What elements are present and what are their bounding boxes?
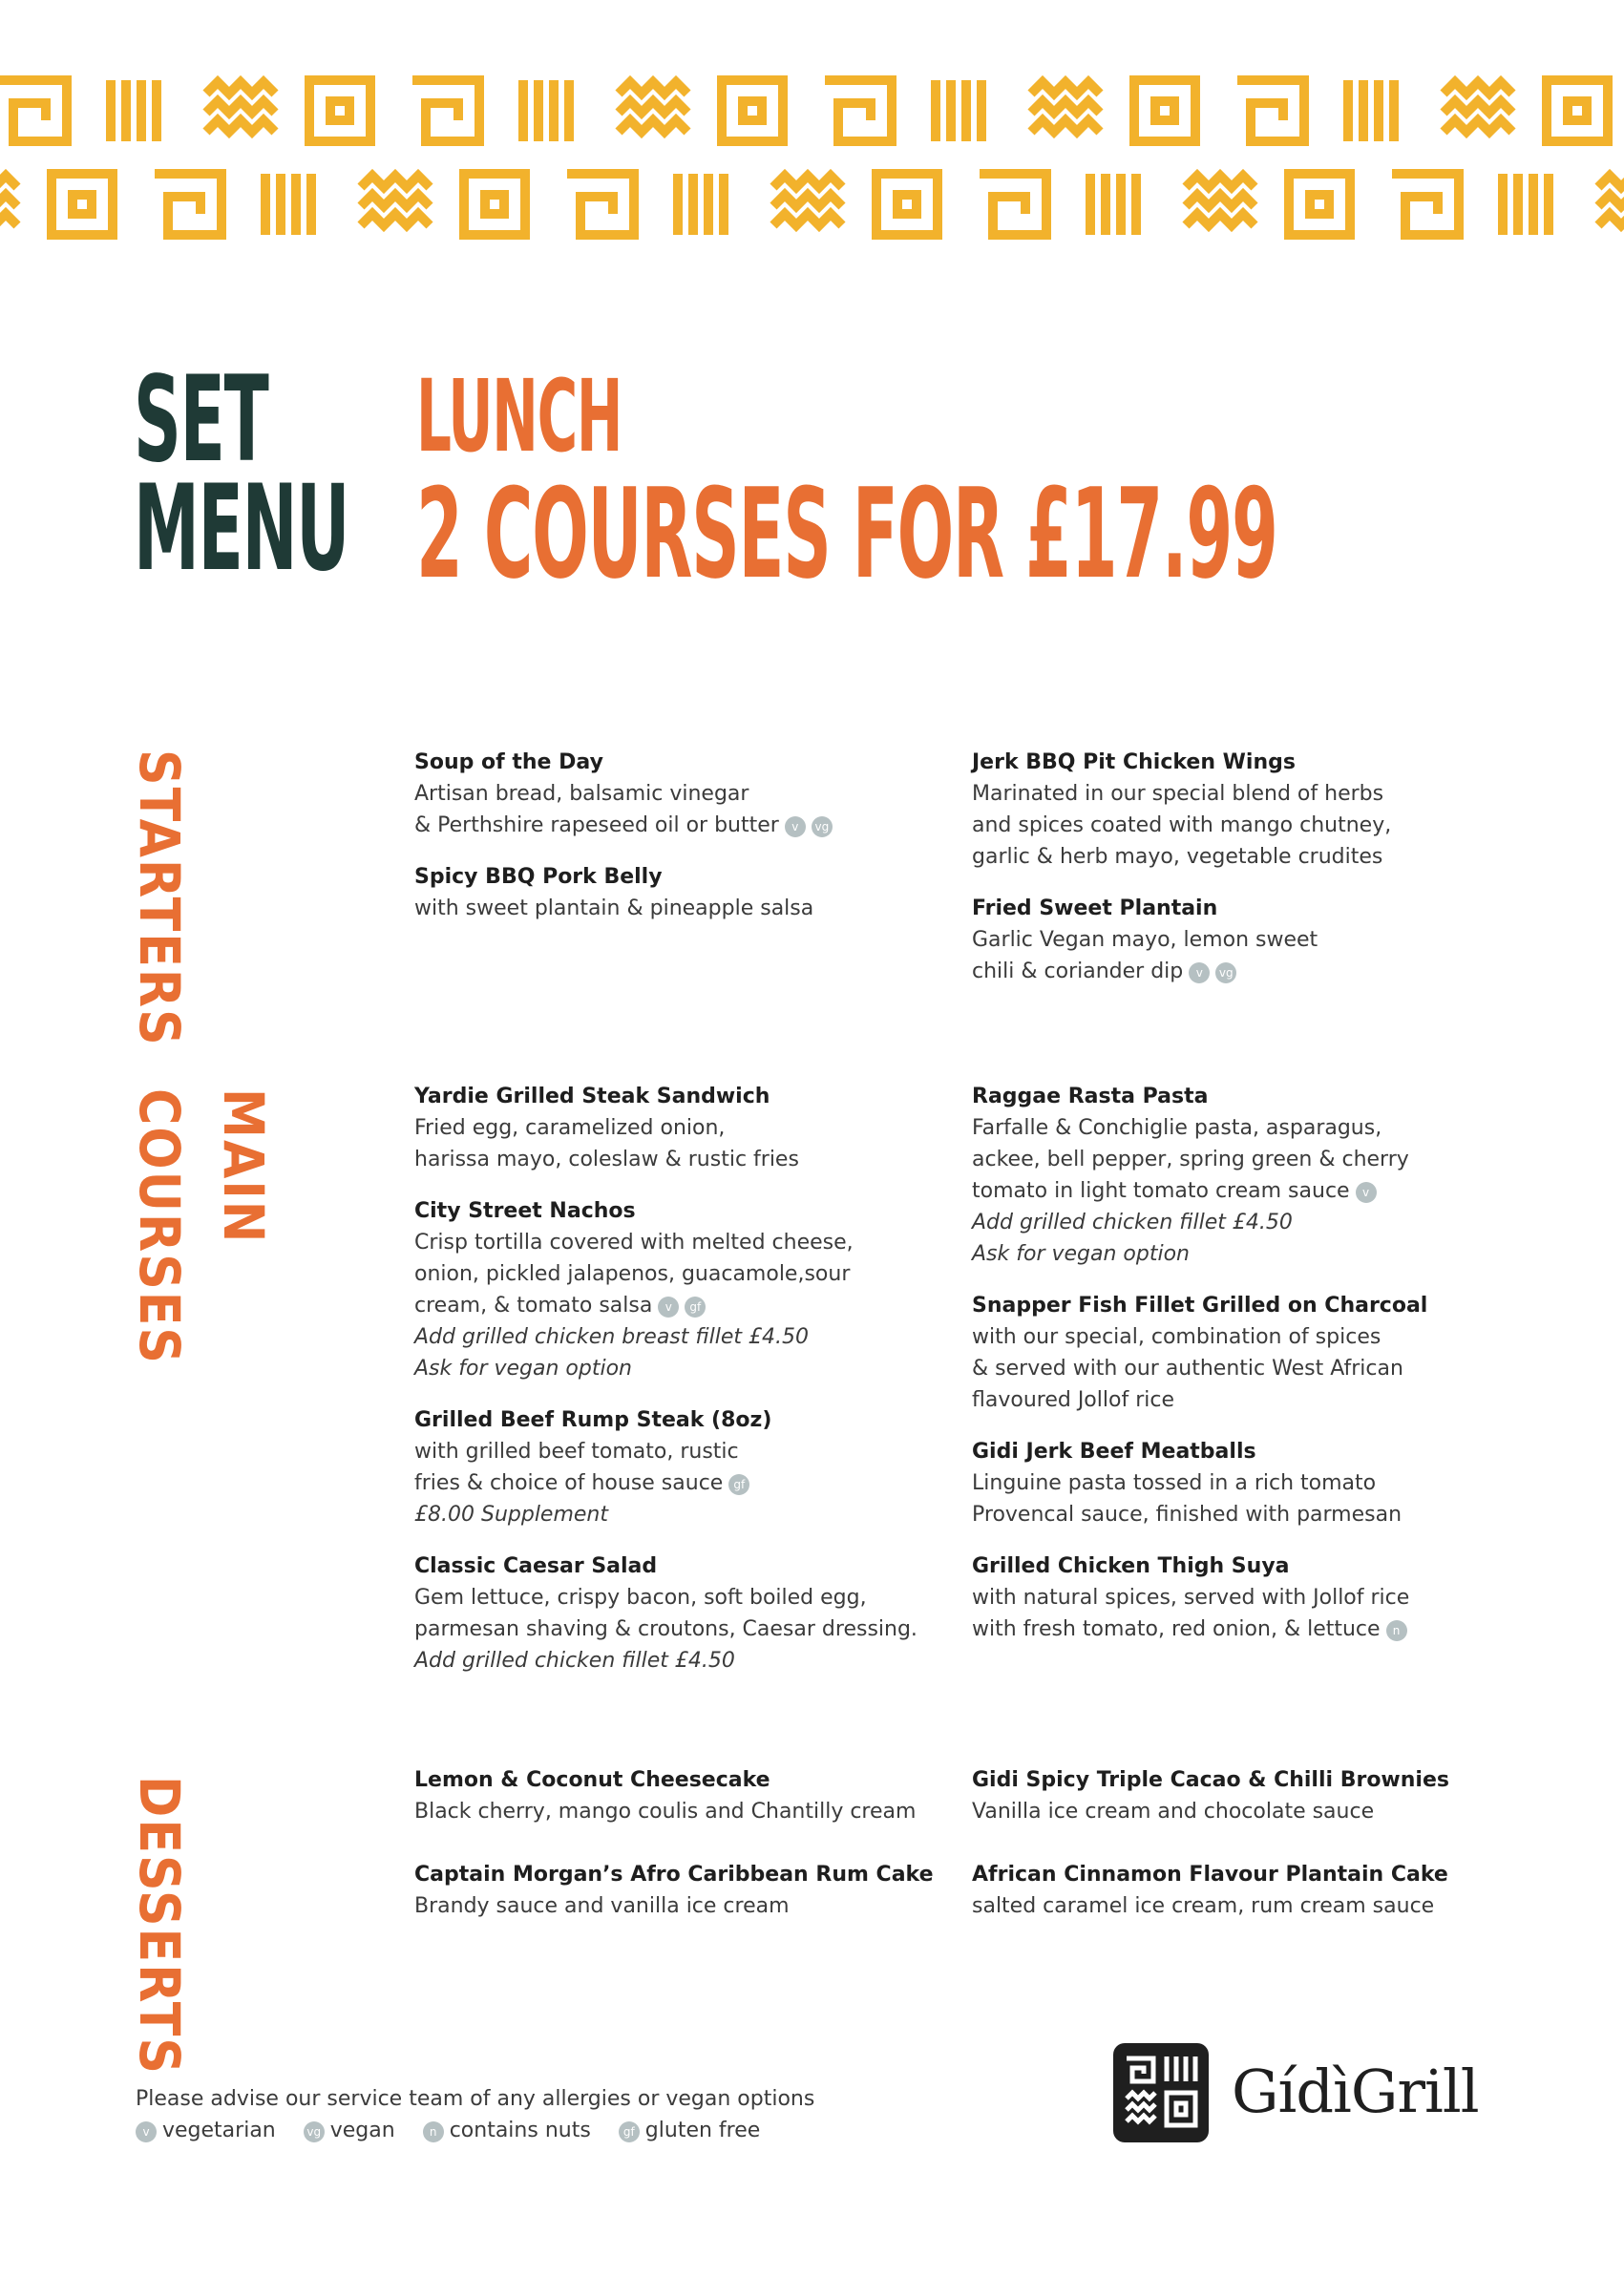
menu-item-rum-cake [414,1859,968,1922]
pattern-motifs [0,80,1624,235]
item-name: Fried Sweet Plantain [972,896,1218,920]
menu-item-rasta-pasta [972,1081,1507,1270]
item-desc: Gem lettuce, crispy bacon, soft boiled egg, [414,1586,867,1610]
item-name: Captain Morgan’s Afro Caribbean Rum Cake [414,1863,934,1887]
mains-left-column [414,1081,949,1697]
item-name: Soup of the Day [414,750,603,774]
legend-vegetarian [136,2119,276,2142]
item-desc [414,810,949,841]
item-desc: and spices coated with mango chutney, [972,813,1392,837]
gidigrill-logo [1113,2043,1495,2146]
item-note: Add grilled chicken fillet £4.50 [414,1649,735,1673]
item-desc: Farfalle & Conchiglie pasta, asparagus, [972,1116,1382,1140]
item-note: £8.00 Supplement [414,1503,608,1527]
section-label-desserts: DESSERTS [127,1776,192,2076]
vegan-tag-icon: vg [304,2121,325,2142]
item-name: City Street Nachos [414,1199,636,1223]
legend-contains-nuts [423,2119,591,2142]
item-desc-text: chili & coriander dip [972,960,1184,983]
item-name: Lemon & Coconut Cheesecake [414,1768,770,1792]
menu-item-plantain-cake [972,1859,1545,1922]
menu-item-soup [414,747,949,841]
starters-right-column [972,747,1507,1007]
item-name: Raggae Rasta Pasta [972,1085,1209,1108]
gidigrill-logo-wordmark: GídìGrill [1232,2057,1479,2126]
menu-item-caesar-salad [414,1550,949,1677]
desserts-right-column [972,1764,1545,1942]
decorative-pattern-band [0,67,1624,258]
menu-item-brownies [972,1764,1545,1827]
item-desc: with grilled beef tomato, rustic [414,1440,739,1464]
item-desc: Garlic Vegan mayo, lemon sweet [972,928,1318,952]
gluten-free-tag-icon: gf [728,1474,749,1495]
item-desc: Black cherry, mango coulis and Chantilly cream [414,1800,917,1824]
vegetarian-tag-icon: v [658,1297,679,1318]
item-desc: salted caramel ice cream, rum cream sauce [972,1894,1435,1918]
item-name: Jerk BBQ Pit Chicken Wings [972,750,1296,774]
section-label-starters: STARTERS [127,749,192,1047]
contains-nuts-tag-icon: n [423,2121,444,2142]
lunch-title: LUNCH [416,358,622,475]
item-name: Spicy BBQ Pork Belly [414,865,663,889]
dietary-legend [136,2115,781,2146]
item-desc-text: tomato in light tomato cream sauce [972,1179,1350,1203]
item-desc: Provencal sauce, finished with parmesan [972,1503,1403,1527]
item-desc-text: & Perthshire rapeseed oil or butter [414,813,779,837]
legend-label: gluten free [644,2119,761,2142]
desserts-left-column [414,1764,968,1942]
offer-title: 2 COURSES FOR £17.99 [416,461,1277,606]
item-desc [414,1290,949,1321]
item-desc: Marinated in our special blend of herbs [972,782,1384,806]
legend-gluten-free [619,2119,761,2142]
menu-item-snapper [972,1290,1507,1416]
item-desc: Brandy sauce and vanilla ice cream [414,1894,790,1918]
item-name: Snapper Fish Fillet Grilled on Charcoal [972,1294,1428,1318]
gidigrill-logo-icon [1113,2043,1209,2142]
menu-item-chicken-wings [972,747,1507,873]
item-desc: onion, pickled jalapenos, guacamole,sour [414,1262,851,1286]
allergy-note: Please advise our service team of any allergies or vegan options [136,2087,815,2111]
item-desc: Artisan bread, balsamic vinegar [414,782,749,806]
item-desc-text: cream, & tomato salsa [414,1294,653,1318]
menu-item-rump-steak [414,1404,949,1530]
vegetarian-tag-icon: v [1189,962,1210,983]
item-desc: Vanilla ice cream and chocolate sauce [972,1800,1375,1824]
item-desc: Fried egg, caramelized onion, [414,1116,726,1140]
item-desc: parmesan shaving & croutons, Caesar dressing. [414,1617,917,1641]
item-desc: Crisp tortilla covered with melted cheese, [414,1231,854,1255]
contains-nuts-tag-icon: n [1386,1620,1407,1641]
starters-left-column [414,747,949,944]
menu-item-cheesecake [414,1764,968,1827]
item-note: Ask for vegan option [972,1242,1190,1266]
legend-label: vegetarian [162,2119,276,2142]
item-name: Yardie Grilled Steak Sandwich [414,1085,770,1108]
item-name: Classic Caesar Salad [414,1554,658,1578]
gluten-free-tag-icon: gf [619,2121,640,2142]
item-desc: with natural spices, served with Jollof rice [972,1586,1410,1610]
vegan-tag-icon: vg [812,816,833,837]
item-name: Gidi Jerk Beef Meatballs [972,1440,1256,1464]
menu-item-pork-belly [414,861,949,924]
vegan-tag-icon: vg [1215,962,1236,983]
section-label-main: MAIN [211,1088,276,1245]
item-desc: & served with our authentic West African [972,1357,1403,1381]
menu-item-nachos [414,1195,949,1384]
item-desc-text: with fresh tomato, red onion, & lettuce [972,1617,1381,1641]
item-name: Grilled Beef Rump Steak (8oz) [414,1408,772,1432]
item-desc: with sweet plantain & pineapple salsa [414,896,814,920]
item-desc-text: fries & choice of house sauce [414,1471,724,1495]
item-name: African Cinnamon Flavour Plantain Cake [972,1863,1448,1887]
item-desc: Linguine pasta tossed in a rich tomato [972,1471,1377,1495]
item-desc: flavoured Jollof rice [972,1388,1174,1412]
title-line-menu: MENU [134,460,349,598]
item-name: Grilled Chicken Thigh Suya [972,1554,1290,1578]
legend-label: vegan [329,2119,395,2142]
set-menu-title [134,351,349,598]
gluten-free-tag-icon: gf [685,1297,706,1318]
item-desc: harissa mayo, coleslaw & rustic fries [414,1148,799,1171]
title-line-set: SET [134,351,268,489]
item-note: Ask for vegan option [414,1357,632,1381]
section-label-courses: COURSES [127,1088,192,1366]
menu-item-chicken-suya [972,1550,1507,1645]
item-note: Add grilled chicken fillet £4.50 [972,1211,1293,1234]
menu-item-steak-sandwich [414,1081,949,1175]
mains-right-column [972,1081,1507,1665]
vegetarian-tag-icon: v [1356,1182,1377,1203]
item-desc [414,1467,949,1499]
item-desc: ackee, bell pepper, spring green & cherry [972,1148,1409,1171]
menu-item-meatballs [972,1436,1507,1530]
item-desc: with our special, combination of spices [972,1325,1381,1349]
item-name: Gidi Spicy Triple Cacao & Chilli Brownies [972,1768,1449,1792]
legend-label: contains nuts [449,2119,591,2142]
item-desc: garlic & herb mayo, vegetable crudites [972,845,1383,869]
menu-item-fried-plantain [972,893,1507,987]
vegetarian-tag-icon: v [785,816,806,837]
legend-vegan [304,2119,395,2142]
vegetarian-tag-icon: v [136,2121,157,2142]
item-desc [972,1614,1507,1645]
item-desc [972,956,1507,987]
item-note: Add grilled chicken breast fillet £4.50 [414,1325,809,1349]
item-desc [972,1175,1507,1207]
